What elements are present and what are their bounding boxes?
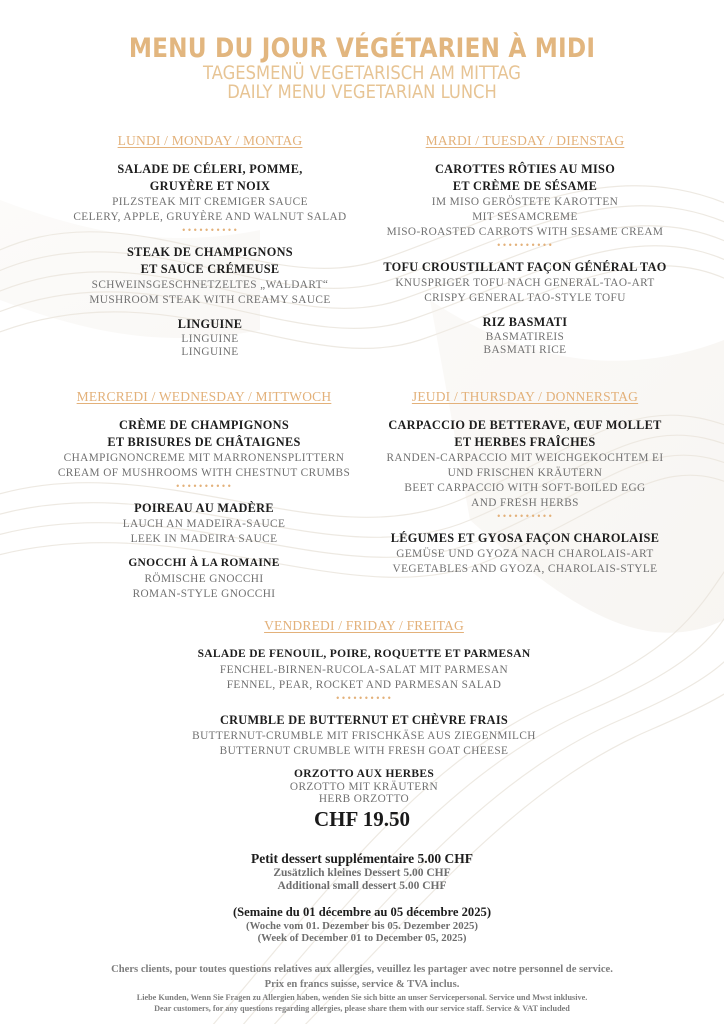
day-thursday [355, 389, 695, 585]
day-tuesday [355, 133, 695, 365]
week-german: (Woche vom 01. Dezember bis 05. Dezember 2025) [246, 920, 478, 932]
dish-english: ROMAN-STYLE GNOCCHI [132, 588, 276, 600]
dish-name: SALADE DE CÉLERI, POMME, [117, 162, 303, 176]
day-heading: MARDI / TUESDAY / DIENSTAG [425, 133, 625, 148]
dish [130, 646, 598, 704]
day-wednesday [34, 389, 374, 610]
footer-english: Dear customers, for any questions regarding allergies, please share them with our service staff. Service & VAT included [154, 1004, 570, 1013]
dish [40, 244, 380, 308]
week-dates [0, 904, 724, 944]
dish-english: CRISPY GENERAL TAO-STYLE TOFU [424, 292, 626, 304]
menu-price: CHF 19.50 [313, 807, 411, 831]
footer-french-prices: Prix en francs suisse, service & TVA inclus. [264, 979, 460, 990]
dish-name: ET HERBES FRAÎCHES [454, 435, 596, 449]
dish [34, 417, 374, 492]
dish-german: BASMATIREIS [485, 331, 565, 343]
day-heading: MERCREDI / WEDNESDAY / MITTWOCH [76, 389, 332, 404]
dish-name: TOFU CROUSTILLANT FAÇON GÉNÉRAL TAO [383, 260, 667, 274]
allergy-footer [0, 962, 724, 1014]
dish-german: RANDEN-CARPACCIO MIT WEICHGEKOCHTEM EI [386, 452, 664, 464]
dish-german: UND FRISCHEN KRÄUTERN [447, 467, 603, 479]
dish-german: KNUSPRIGER TOFU NACH GENERAL-TAO-ART [395, 277, 655, 289]
menu-title-block [0, 34, 724, 102]
dish-english: BEET CARPACCIO WITH SOFT-BOILED EGG [404, 482, 646, 494]
dish-english: MUSHROOM STEAK WITH CREAMY SAUCE [89, 294, 331, 306]
dish-german: SCHWEINSGESCHNETZELTES „WALDART“ [91, 279, 329, 291]
dish-english: FENNEL, PEAR, ROCKET AND PARMESAN SALAD [226, 679, 502, 691]
week-english: (Week of December 01 to December 05, 2025) [257, 932, 467, 944]
dish [355, 530, 695, 577]
footer-german: Liebe Kunden, Wenn Sie Fragen zu Allergien haben, wenden Sie sich bitte an unser Servicepersonal. Service und Mwst inklusive. [136, 993, 588, 1002]
dish-german: LAUCH AN MADEIRA-SAUCE [122, 518, 286, 530]
dish-english: LINGUINE [181, 346, 239, 358]
dish [130, 712, 598, 759]
dish-english: CELERY, APPLE, GRUYÈRE AND WALNUT SALAD [73, 211, 347, 223]
dish-name: CRUMBLE DE BUTTERNUT ET CHÈVRE FRAIS [219, 713, 509, 727]
separator-dots: •••••••••• [496, 512, 554, 521]
separator-dots: •••••••••• [496, 241, 554, 250]
dish-name: ORZOTTO AUX HERBES [293, 768, 435, 780]
dish-name: GNOCCHI À LA ROMAINE [128, 557, 280, 569]
dessert-german: Zusätzlich kleines Dessert 5.00 CHF [273, 867, 451, 879]
day-heading: LUNDI / MONDAY / MONTAG [117, 133, 303, 148]
separator-dots: •••••••••• [181, 226, 239, 235]
dish [40, 161, 380, 236]
dish-name: ET CRÈME DE SÉSAME [452, 179, 598, 193]
dish-english: MISO-ROASTED CARROTS WITH SESAME CREAM [386, 226, 664, 238]
dish-english: CREAM OF MUSHROOMS WITH CHESTNUT CRUMBS [57, 467, 351, 479]
dish-english: BASMATI RICE [483, 344, 567, 356]
separator-dots: •••••••••• [335, 694, 393, 703]
dish-german: CHAMPIGNONCREME MIT MARRONENSPLITTERN [63, 452, 345, 464]
dish-name: ET SAUCE CRÉMEUSE [140, 262, 280, 276]
dish-english: LEEK IN MADEIRA SAUCE [130, 533, 278, 545]
dish-name: POIREAU AU MADÈRE [134, 501, 274, 515]
dish-german: FENCHEL-BIRNEN-RUCOLA-SALAT MIT PARMESAN [219, 664, 509, 676]
dish-name: RIZ BASMATI [482, 315, 568, 329]
dish-name: CRÈME DE CHAMPIGNONS [119, 418, 289, 432]
day-monday [40, 133, 380, 367]
dish-name: LINGUINE [177, 317, 243, 331]
dish-name: ET BRISURES DE CHÂTAIGNES [107, 435, 301, 449]
dish [130, 767, 598, 806]
day-heading: JEUDI / THURSDAY / DONNERSTAG [411, 389, 639, 404]
footer-french: Chers clients, pour toutes questions relatives aux allergies, veuillez les partager avec notre personnel de service. [111, 964, 613, 975]
title-german: TAGESMENÜ VEGETARISCH AM MITTAG [203, 62, 521, 84]
dessert-english: Additional small dessert 5.00 CHF [277, 880, 447, 892]
title-french: MENU DU JOUR VÉGÉTARIEN À MIDI [128, 33, 596, 64]
dish [355, 161, 695, 251]
dish-german: RÖMISCHE GNOCCHI [144, 573, 264, 585]
dish-german: GEMÜSE UND GYOZA NACH CHAROLAIS-ART [396, 548, 654, 560]
dish-name: CARPACCIO DE BETTERAVE, ŒUF MOLLET [388, 418, 662, 432]
dish-name: LÉGUMES ET GYOSA FAÇON CHAROLAISE [390, 531, 660, 545]
dish-name: SALADE DE FENOUIL, POIRE, ROQUETTE ET PARMESAN [197, 648, 531, 660]
dish-german: IM MISO GERÖSTETE KAROTTEN [431, 196, 619, 208]
dish [355, 259, 695, 306]
dish-german: LINGUINE [181, 333, 239, 345]
dessert-french: Petit dessert supplémentaire 5.00 CHF [250, 851, 474, 866]
week-french: (Semaine du 01 décembre au 05 décembre 2025) [232, 905, 492, 919]
day-heading: VENDREDI / FRIDAY / FREITAG [264, 618, 464, 633]
dish-english: BUTTERNUT CRUMBLE WITH FRESH GOAT CHEESE [219, 745, 509, 757]
dish [34, 555, 374, 602]
dish-name: CAROTTES RÔTIES AU MISO [434, 162, 616, 176]
dessert-info [0, 851, 724, 893]
dish-english: VEGETABLES AND GYOZA, CHAROLAIS-STYLE [392, 563, 658, 575]
dish-english: AND FRESH HERBS [471, 497, 579, 509]
dish-german: MIT SESAMCREME [472, 211, 578, 223]
day-friday [130, 618, 598, 814]
dish [355, 314, 695, 357]
dish-english: HERB ORZOTTO [318, 793, 410, 805]
dish-german: BUTTERNUT-CRUMBLE MIT FRISCHKÄSE AUS ZIEGENMILCH [192, 730, 536, 742]
dish-german: PILZSTEAK MIT CREMIGER SAUCE [112, 196, 308, 208]
dish [40, 316, 380, 359]
dish-name: STEAK DE CHAMPIGNONS [127, 245, 293, 259]
dish-name: GRUYÈRE ET NOIX [149, 179, 271, 193]
dish-german: ORZOTTO MIT KRÄUTERN [289, 781, 439, 793]
dish [355, 417, 695, 522]
title-english: DAILY MENU VEGETARIAN LUNCH [227, 81, 497, 103]
dish [34, 500, 374, 547]
separator-dots: •••••••••• [175, 482, 233, 491]
